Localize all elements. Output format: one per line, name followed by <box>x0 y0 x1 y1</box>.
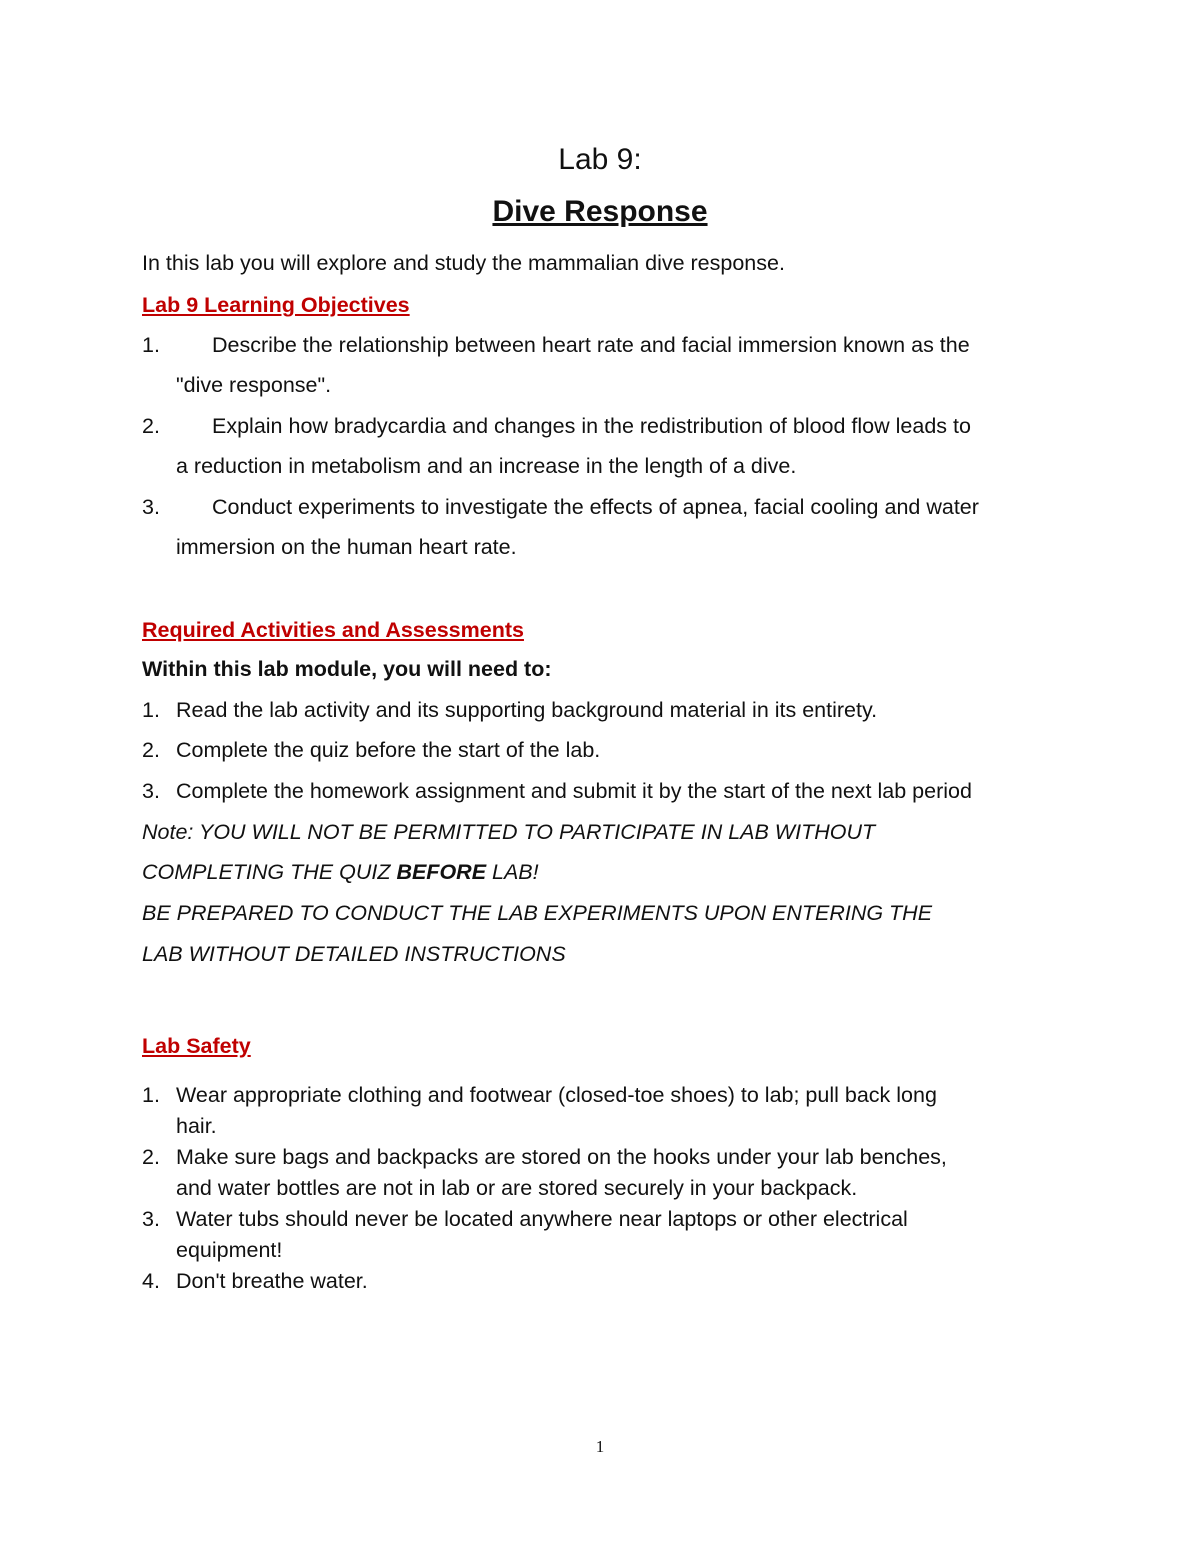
objective-3-line2: immersion on the human heart rate. <box>176 535 517 559</box>
activity-3-text: Complete the homework assignment and submit it by the start of the next lab period <box>176 779 972 803</box>
safety-2-line1: Make sure bags and backpacks are stored on the hooks under your lab benches, <box>176 1145 947 1169</box>
note-before-emphasis: BEFORE <box>396 860 487 884</box>
intro-text: In this lab you will explore and study the mammalian dive response. <box>142 251 785 275</box>
activity-1-number: 1. <box>142 698 160 722</box>
safety-1-line2: hair. <box>176 1114 217 1138</box>
objective-1-number: 1. <box>142 333 160 357</box>
title-line-1: Lab 9: <box>558 143 642 176</box>
objective-2-line1: Explain how bradycardia and changes in the redistribution of blood flow leads to <box>212 414 971 438</box>
objectives-heading: Lab 9 Learning Objectives <box>142 293 410 317</box>
safety-4-number: 4. <box>142 1269 160 1293</box>
page-number: 1 <box>595 1437 605 1456</box>
safety-1-number: 1. <box>142 1083 160 1107</box>
objective-3-number: 3. <box>142 495 160 519</box>
safety-heading: Lab Safety <box>142 1034 251 1058</box>
note-line-3: BE PREPARED TO CONDUCT THE LAB EXPERIMENTS UPON ENTERING THE <box>142 901 933 925</box>
objective-3-line1: Conduct experiments to investigate the effects of apnea, facial cooling and water <box>212 495 979 519</box>
objective-1-line2: "dive response". <box>176 373 332 397</box>
objective-2-line2: a reduction in metabolism and an increase in the length of a dive. <box>176 454 797 478</box>
objective-1-line1: Describe the relationship between heart rate and facial immersion known as the <box>212 333 970 357</box>
activity-3-number: 3. <box>142 779 160 803</box>
note-line-2-start: COMPLETING THE QUIZ <box>142 860 397 884</box>
title-line-2: Dive Response <box>492 195 708 228</box>
note-line-1: Note: YOU WILL NOT BE PERMITTED TO PARTICIPATE IN LAB WITHOUT <box>142 820 876 844</box>
activity-2-text: Complete the quiz before the start of the lab. <box>176 738 601 762</box>
safety-3-line1: Water tubs should never be located anywhere near laptops or other electrical <box>176 1207 908 1231</box>
objective-2-number: 2. <box>142 414 160 438</box>
activities-subheading: Within this lab module, you will need to: <box>142 657 552 681</box>
safety-1-line1: Wear appropriate clothing and footwear (closed-toe shoes) to lab; pull back long <box>176 1083 937 1107</box>
safety-2-line2: and water bottles are not in lab or are stored securely in your backpack. <box>176 1176 858 1200</box>
activity-2-number: 2. <box>142 738 160 762</box>
safety-2-number: 2. <box>142 1145 160 1169</box>
safety-3-line2: equipment! <box>176 1238 283 1262</box>
note-line-2-end: LAB! <box>486 860 539 884</box>
note-line-4: LAB WITHOUT DETAILED INSTRUCTIONS <box>142 942 566 966</box>
safety-3-number: 3. <box>142 1207 160 1231</box>
activity-1-text: Read the lab activity and its supporting background material in its entirety. <box>176 698 878 722</box>
safety-4-line1: Don't breathe water. <box>176 1269 368 1293</box>
activities-heading: Required Activities and Assessments <box>142 618 524 642</box>
note-line-2 <box>142 862 539 884</box>
